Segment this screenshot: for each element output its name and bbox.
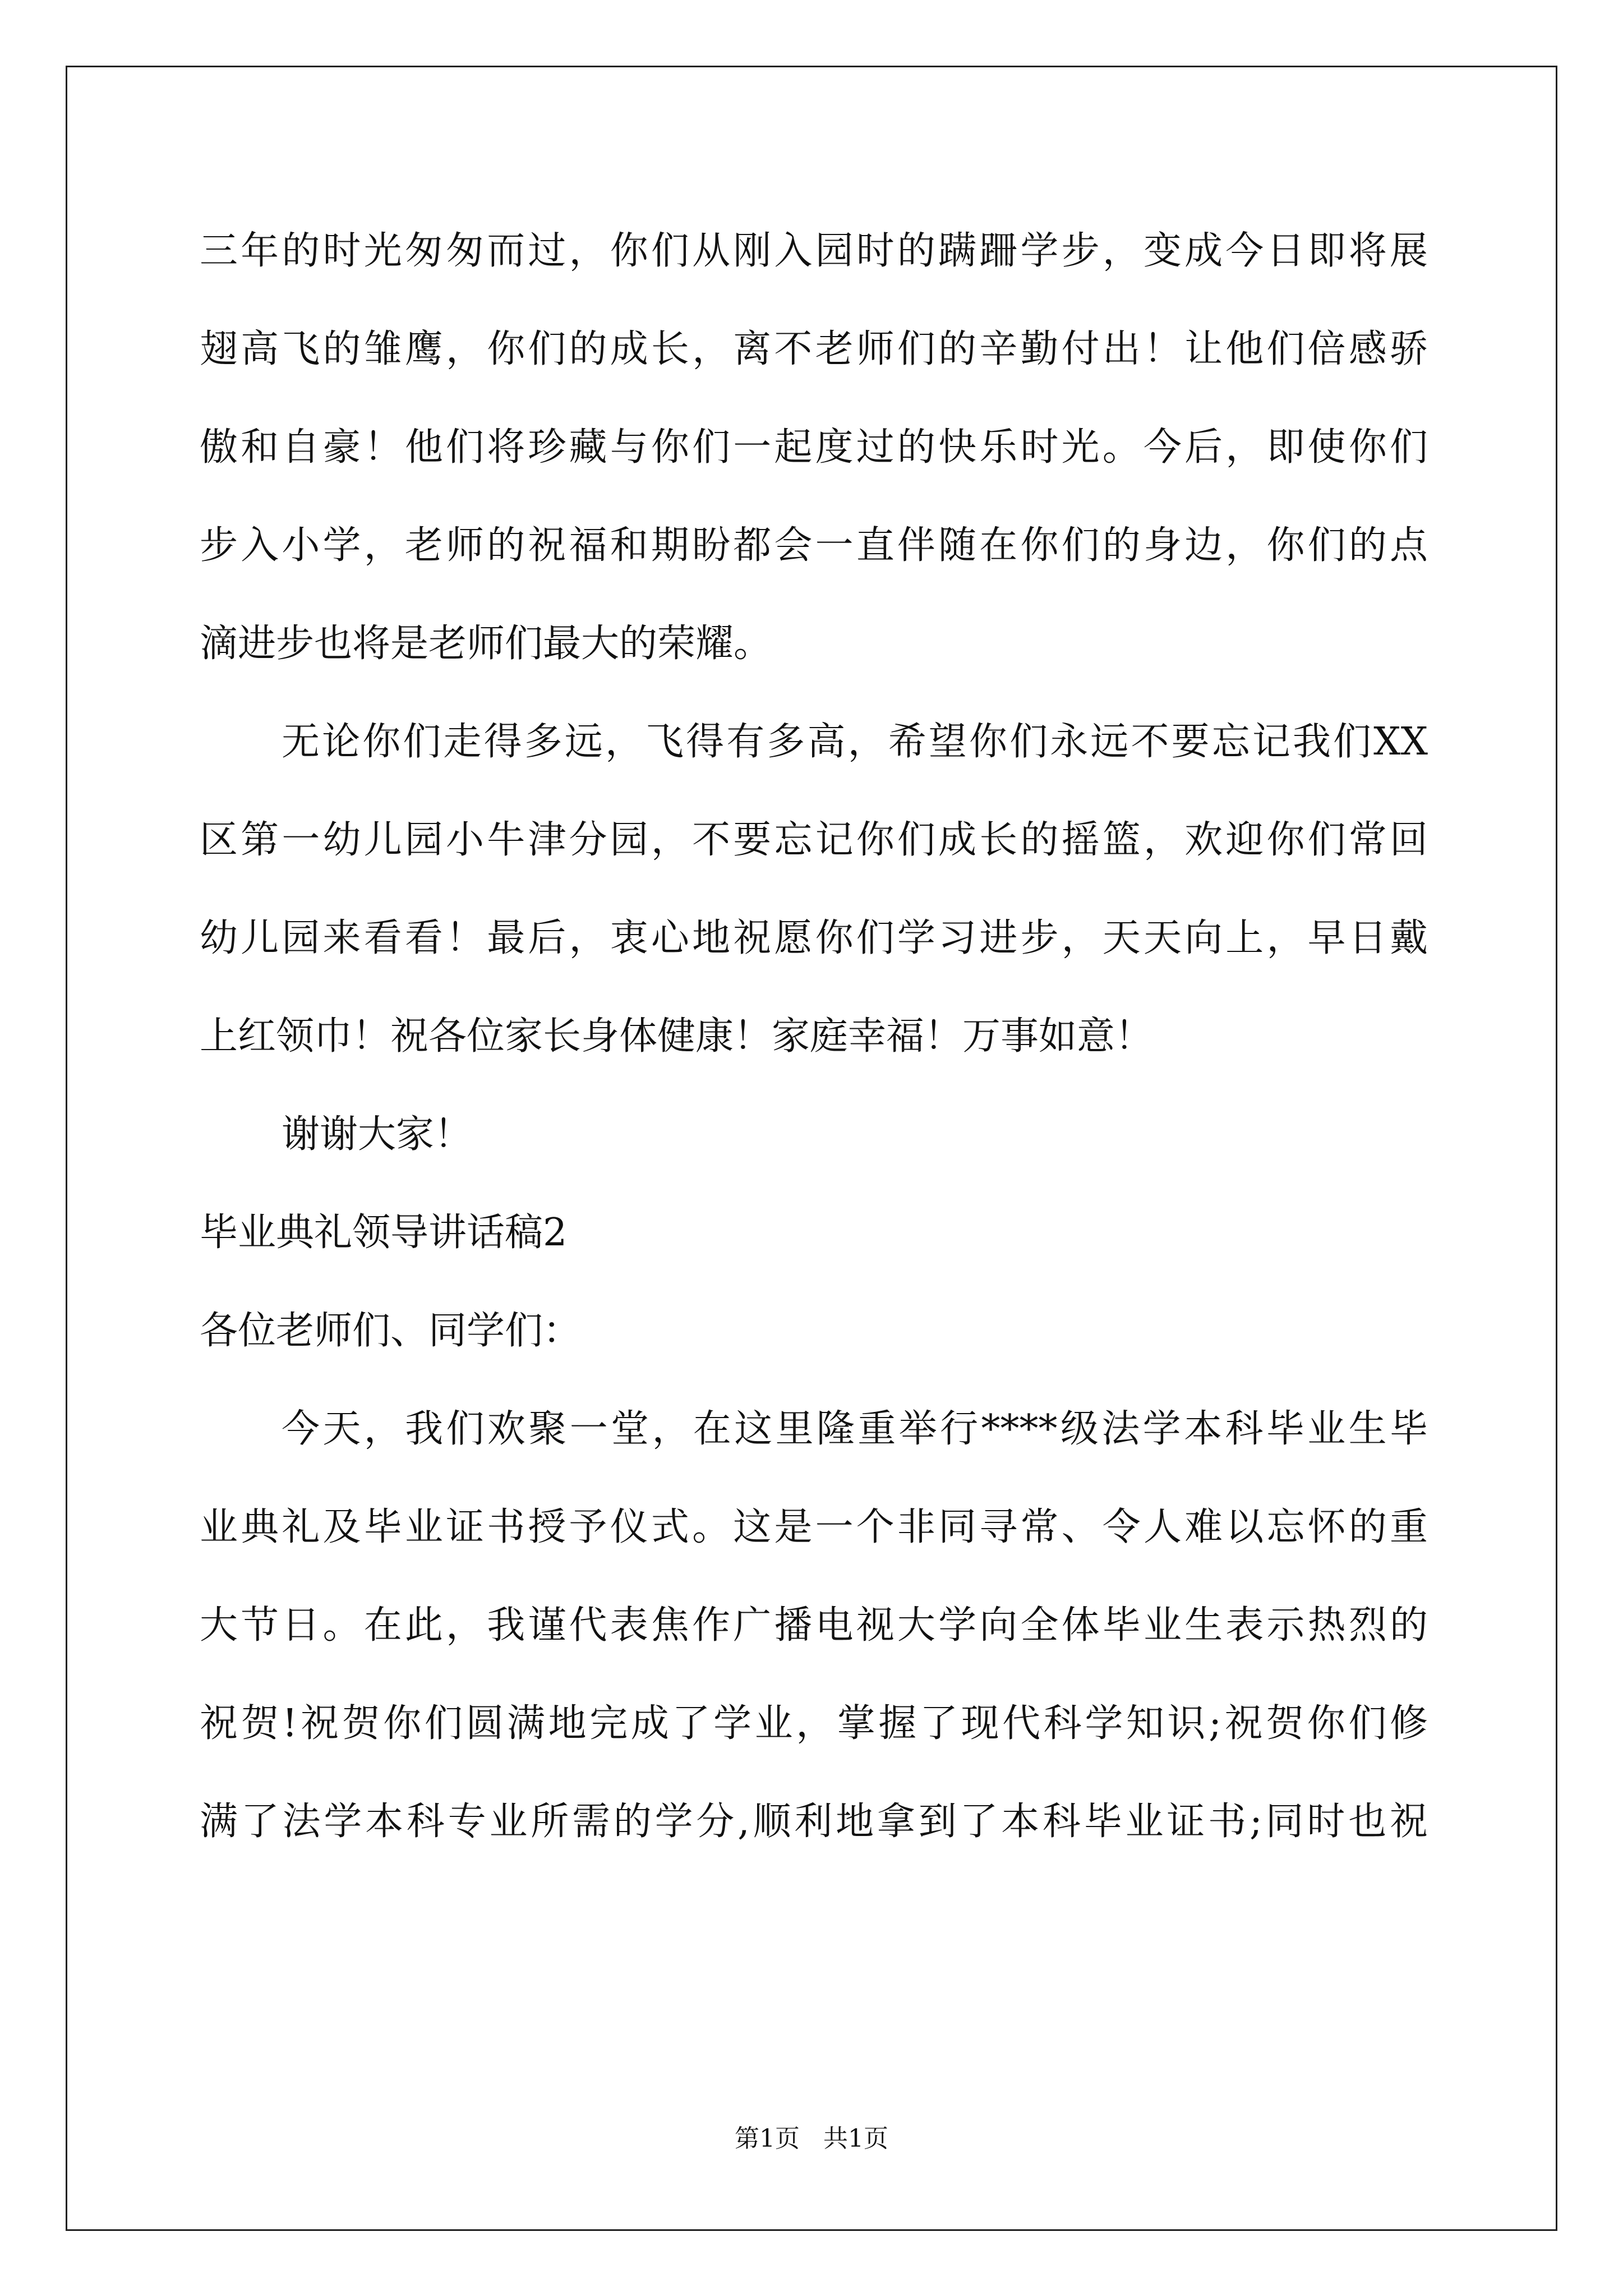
- paragraph-3-line-3: 大节日。在此，我谨代表焦作广播电视大学向全体毕业生表示热烈的: [200, 1603, 1428, 1648]
- closing-thanks: 谢谢大家！: [282, 1112, 473, 1157]
- paragraph-2-line-3: 幼儿园来看看！最后，衷心地祝愿你们学习进步，天天向上，早日戴: [200, 916, 1428, 960]
- paragraph-3-line-5: 满了法学本科专业所需的学分,顺利地拿到了本科毕业证书;同时也祝: [200, 1800, 1428, 1844]
- paragraph-1-line-4: 步入小学，老师的祝福和期盼都会一直伴随在你们的身边，你们的点: [200, 523, 1428, 568]
- paragraph-3-line-4: 祝贺!祝贺你们圆满地完成了学业，掌握了现代科学知识;祝贺你们修: [200, 1701, 1428, 1746]
- section-title: 毕业典礼领导讲话稿2: [200, 1211, 568, 1255]
- paragraph-3-line-2: 业典礼及毕业证书授予仪式。这是一个非同寻常、令人难以忘怀的重: [200, 1505, 1428, 1549]
- paragraph-2-line-2: 区第一幼儿园小牛津分园，不要忘记你们成长的摇篮，欢迎你们常回: [200, 818, 1428, 862]
- paragraph-1-line-1: 三年的时光匆匆而过，你们从刚入园时的蹒跚学步，变成今日即将展: [200, 229, 1428, 273]
- paragraph-1-line-2: 翅高飞的雏鹰，你们的成长，离不老师们的辛勤付出！让他们倍感骄: [200, 327, 1428, 371]
- paragraph-2-line-1: 无论你们走得多远，飞得有多高，希望你们永远不要忘记我们XX: [282, 720, 1428, 764]
- paragraph-2-line-4: 上红领巾！祝各位家长身体健康！家庭幸福！万事如意！: [200, 1014, 1154, 1059]
- salutation: 各位老师们、同学们：: [200, 1309, 582, 1353]
- paragraph-1-line-3: 傲和自豪！他们将珍藏与你们一起度过的快乐时光。今后，即使你们: [200, 425, 1428, 470]
- paragraph-3-line-1: 今天，我们欢聚一堂，在这里隆重举行****级法学本科毕业生毕: [282, 1407, 1428, 1451]
- page-footer: 第1页 共1页: [735, 2124, 888, 2153]
- paragraph-1-line-5: 滴进步也将是老师们最大的荣耀。: [200, 622, 772, 666]
